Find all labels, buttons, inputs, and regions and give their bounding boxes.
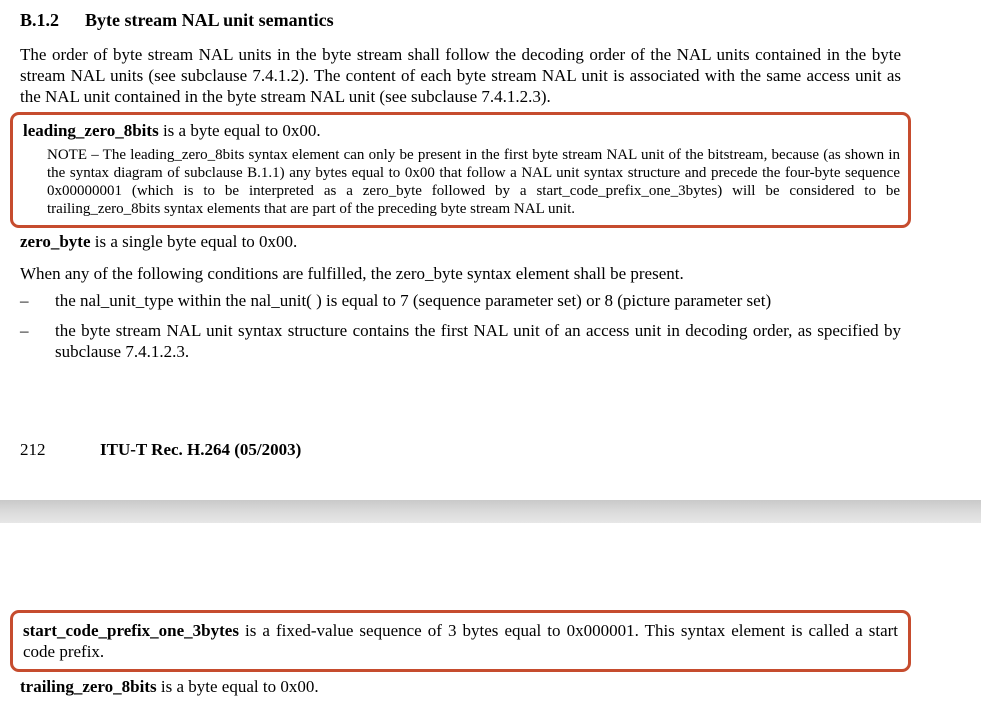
definition-text: is a single byte equal to 0x00. [90, 232, 298, 251]
condition-item-1 [20, 290, 901, 311]
intro-paragraph: The order of byte stream NAL units in the byte stream shall follow the decoding order of the NAL units contained in the byte stream NAL units (see subclause 7.4.1.2). The content of each byte stream NAL unit is associated with the same access unit as the NAL unit contained in the byte stream NAL unit (see subclause 7.4.1.2.3). [20, 45, 901, 106]
definition-start-code [23, 620, 898, 662]
syntax-term-trailing-zero: trailing_zero_8bits [20, 677, 157, 696]
section-number: B.1.2 [20, 10, 60, 30]
syntax-term-zero-byte: zero_byte [20, 232, 91, 251]
definition-text: is a fixed-value sequence of 3 bytes equal to 0x000001. This syntax element is called a start code prefix. [23, 621, 898, 661]
conditions-intro: When any of the following conditions are fulfilled, the zero_byte syntax element shall be present. [20, 264, 684, 283]
definition-zero-byte [20, 231, 297, 252]
syntax-term-leading-zero: leading_zero_8bits [23, 121, 159, 140]
highlight-box-leading-zero [10, 112, 911, 228]
page-number: 212 [20, 440, 46, 459]
section-heading [20, 10, 334, 31]
bullet-dash: – [20, 291, 29, 310]
definition-leading-zero [23, 120, 900, 141]
note-paragraph: NOTE – The leading_zero_8bits syntax element can only be present in the first byte stream NAL unit of the bitstream, because (as shown in the syntax diagram of subclause B.1.1) any bytes equal to 0x00 that follow a NAL unit syntax structure and precede the four-byte sequence 0x00000001 (which is to be interpreted as a zero_byte followed by a start_code_prefix_one_3bytes) will be considered to be trailing_zero_8bits syntax elements that are part of the preceding byte stream NAL unit. [47, 147, 900, 217]
highlight-box-start-code [10, 610, 911, 672]
bullet-text: the byte stream NAL unit syntax structure contains the first NAL unit of an access unit in decoding order, as specified by subclause 7.4.1.2.3. [55, 321, 901, 361]
definition-text: is a byte equal to 0x00. [158, 121, 321, 140]
section-title: Byte stream NAL unit semantics [85, 10, 334, 30]
definition-trailing-zero [20, 676, 319, 697]
definition-text: is a byte equal to 0x00. [156, 677, 319, 696]
document-title: ITU-T Rec. H.264 (05/2003) [100, 440, 302, 459]
bullet-text: the nal_unit_type within the nal_unit( ) is equal to 7 (sequence parameter set) or 8 (picture parameter set) [55, 291, 772, 310]
bullet-dash: – [20, 321, 29, 340]
page-footer [20, 440, 301, 460]
condition-item-2 [20, 320, 901, 362]
syntax-term-start-code: start_code_prefix_one_3bytes [23, 621, 239, 640]
page-break-divider [0, 500, 981, 523]
